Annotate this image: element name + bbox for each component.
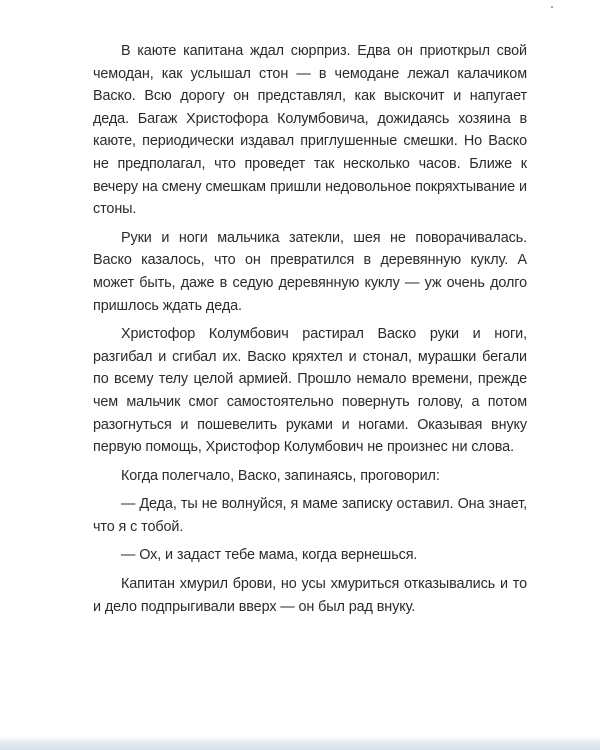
paragraph-4: Когда полегчало, Васко, запинаясь, проговорил: <box>121 467 440 484</box>
page-bottom-edge <box>0 736 600 750</box>
paragraph-6-dialogue: — Ох, и задаст тебе мама, когда вернешься. <box>121 547 418 564</box>
paragraph-5-dialogue: — Деда, ты не волнуйся, я маме записку оставил. Она знает, что я с тобой. <box>93 496 527 535</box>
paper-speck <box>551 6 553 8</box>
paragraph-1: В каюте капитана ждал сюрприз. Едва он приоткрыл свой чемодан, как услышал стон — в чемодане лежал калачиком Васко. Всю дорогу он представлял, как выскочит и напугает деда. Багаж Христофора Колумбовича, дожидаясь хозяина в каюте, периодически издавал приглушенные смешки. Но Васко не предполагал, что проведет так несколько часов. Ближе к вечеру на смену смешкам пришли недовольное покряхтывание и стоны. <box>93 43 527 218</box>
paragraph-2: Руки и ноги мальчика затекли, шея не поворачивалась. Васко казалось, что он превратился в деревянную куклу. А может быть, даже в седую деревянную куклу — уж очень долго пришлось ждать деда. <box>93 229 527 314</box>
paragraph-3: Христофор Колумбович растирал Васко руки и ноги, разгибал и сгибал их. Васко кряхтел и стонал, мурашки бегали по всему телу целой армией. Прошло немало времени, прежде чем мальчик смог самостоятельно повернуть голову, а потом разогнуться и пошевелить руками и ногами. Оказывая внуку первую помощь, Христофор Колумбович не произнес ни слова. <box>93 326 527 456</box>
story-text <box>93 40 527 624</box>
paragraph-7: Капитан хмурил брови, но усы хмуриться отказывались и то и дело подпрыгивали вверх — он был рад внуку. <box>93 576 527 615</box>
